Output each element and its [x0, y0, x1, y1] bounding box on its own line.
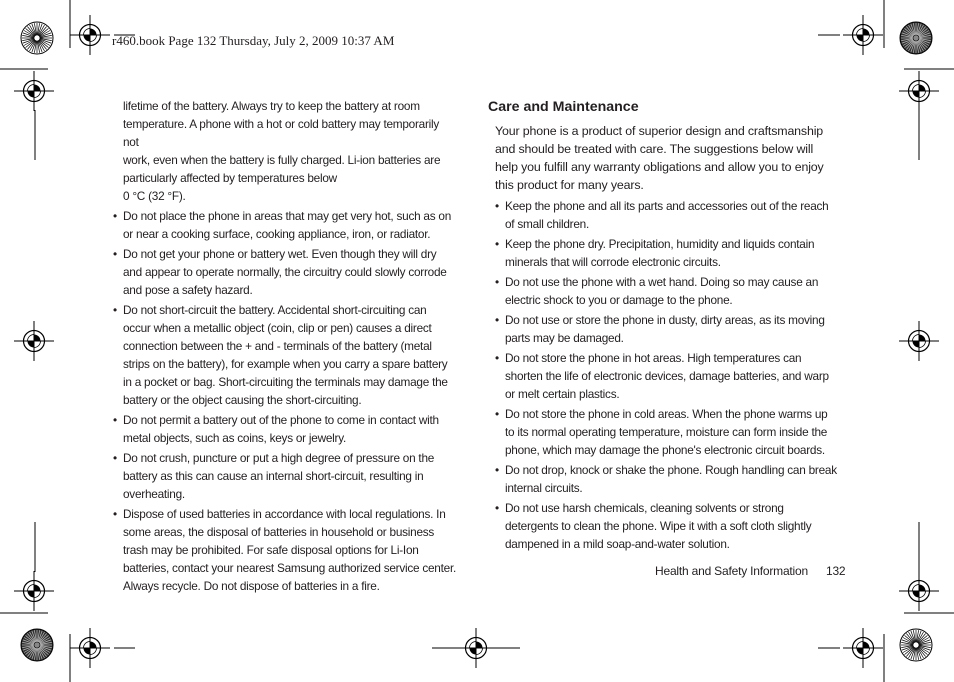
text-line: particularly affected by temperatures below — [123, 171, 337, 185]
list-item: • Do not use the phone with a wet hand. Doing so may cause an electric shock to you or damage to the phone. — [494, 273, 838, 309]
list-item: • Do not crush, puncture or put a high degree of pressure on the battery as this can cause an internal short-circuit, resulting in overheating. — [112, 449, 457, 503]
left-column — [112, 97, 457, 595]
list-item: • Do not short-circuit the battery. Accidental short-circuiting can occur when a metallic object (coin, clip or pen) causes a direct connection between the + and - terminals of the battery (metal strips on the battery), for example when you carry a spare battery in a pocket or bag. Short-circuiting the terminals may damage the battery or the object causing the short-circuiting. — [112, 301, 457, 409]
page-footer — [655, 564, 845, 578]
section-title: Care and Maintenance — [488, 99, 639, 115]
text-line: 0 °C (32 °F). — [123, 189, 186, 203]
list-item: • Do not use harsh chemicals, cleaning solvents or strong detergents to clean the phone. Wipe it with a soft cloth slightly dampened in a mild soap-and-water solution. — [494, 499, 838, 553]
list-item: • Do not store the phone in hot areas. High temperatures can shorten the life of electronic devices, damage batteries, and warp or melt certain plastics. — [494, 349, 838, 403]
list-item: • Keep the phone and all its parts and accessories out of the reach of small children. — [494, 197, 838, 233]
page-number: 132 — [825, 564, 846, 578]
list-item: • Dispose of used batteries in accordance with local regulations. In some areas, the disposal of batteries in household or business trash may be prohibited. For safe disposal options for Li-Ion batteries, contact your nearest Samsung authorized service center. Always recycle. Do not dispose of batteries in a fire. — [112, 505, 457, 595]
list-item: • Keep the phone dry. Precipitation, humidity and liquids contain minerals that will corrode electronic circuits. — [494, 235, 838, 271]
file-header: r460.book Page 132 Thursday, July 2, 2009 10:37 AM — [112, 33, 395, 48]
continuation-paragraph — [112, 97, 457, 205]
list-item: • Do not store the phone in cold areas. When the phone warms up to its normal operating temperature, moisture can form inside the phone, which may damage the phone's electronic circuit boards. — [494, 405, 838, 459]
list-item: • Do not use or store the phone in dusty, dirty areas, as its moving parts may be damaged. — [494, 311, 838, 347]
care-maintenance-list — [494, 197, 838, 553]
text-line: work, even when the battery is fully charged. Li-ion batteries are — [123, 153, 441, 167]
battery-precautions-list — [112, 207, 457, 595]
list-item: • Do not get your phone or battery wet. Even though they will dry and appear to operate normally, the circuitry could slowly corrode and pose a safety hazard. — [112, 245, 457, 299]
list-item: • Do not permit a battery out of the phone to come in contact with metal objects, such as coins, keys or jewelry. — [112, 411, 457, 447]
text-line: temperature. A phone with a hot or cold battery may temporarily not — [123, 117, 440, 149]
list-item: • Do not drop, knock or shake the phone. Rough handling can break internal circuits. — [494, 461, 838, 497]
intro-paragraph: Your phone is a product of superior design and craftsmanship and should be treated with care. The suggestions below will help you fulfill any warranty obligations and allow you to enjoy this product for many years. — [495, 124, 824, 192]
footer-section-name: Health and Safety Information — [655, 564, 808, 578]
list-item: • Do not place the phone in areas that may get very hot, such as on or near a cooking surface, cooking appliance, iron, or radiator. — [112, 207, 457, 243]
right-column — [488, 97, 838, 553]
text-line: lifetime of the battery. Always try to keep the battery at room — [123, 99, 420, 113]
